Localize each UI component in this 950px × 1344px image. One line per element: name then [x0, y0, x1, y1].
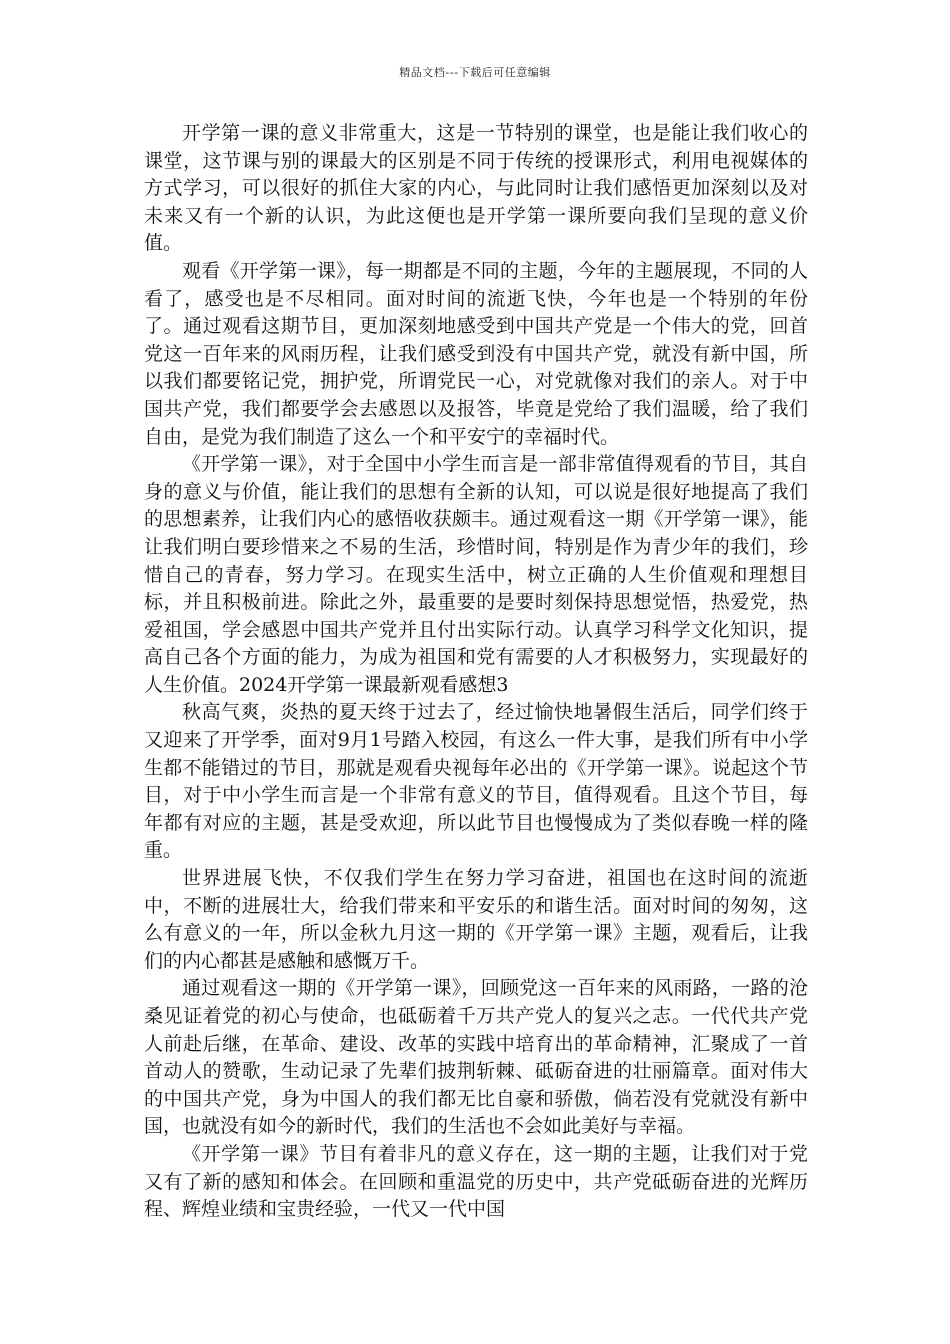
paragraph: 世界进展飞快，不仅我们学生在努力学习奋进，祖国也在这时间的流逝中，不断的进展壮大，给我们带来和平安乐的和谐生活。面对时间的匆匆，这么有意义的一年，所以金秋九月这一期的《开学第一课》主题，观看后，让我们的内心都甚是感触和感慨万千。: [144, 867, 808, 972]
paragraph: 观看《开学第一课》，每一期都是不同的主题，今年的主题展现，不同的人看了，感受也是不尽相同。面对时间的流逝飞快，今年也是一个特别的年份了。通过观看这期节目，更加深刻地感受到中国共产党是一个伟大的党，回首党这一百年来的风雨历程，让我们感受到没有中国共产党，就没有新中国，所以我们都要铭记党，拥护党，所谓党民一心，对党就像对我们的亲人。对于中国共产党，我们都要学会去感恩以及报答，毕竟是党给了我们温暖，给了我们自由，是党为我们制造了这么一个和平安宁的幸福时代。: [144, 259, 808, 448]
paragraph: 《开学第一课》，对于全国中小学生而言是一部非常值得观看的节目，其自身的意义与价值，能让我们的思想有全新的认知，可以说是很好地提高了我们的思想素养，让我们内心的感悟收获颇丰。通过观看这一期《开学第一课》，能让我们明白要珍惜来之不易的生活，珍惜时间，特别是作为青少年的我们，珍惜自己的青春，努力学习。在现实生活中，树立正确的人生价值观和理想目标，并且积极前进。除此之外，最重要的是要时刻保持思想觉悟，热爱党，热爱祖国，学会感恩中国共产党并且付出实际行动。认真学习科学文化知识，提高自己各个方面的能力，为成为祖国和党有需要的人才积极努力，实现最好的人生价值。2024开学第一课最新观看感想3: [144, 453, 808, 696]
page-header: 精品文档---下载后可任意编辑: [399, 66, 551, 79]
paragraph: 通过观看这一期的《开学第一课》，回顾党这一百年来的风雨路，一路的沧桑见证着党的初心与使命，也砥砺着千万共产党人的复兴之志。一代代共产党人前赴后继，在革命、建设、改革的实践中培育出的革命精神，汇聚成了一首首动人的赞歌，生动记录了先辈们披荆斩棘、砥砺奋进的壮丽篇章。面对伟大的中国共产党，身为中国人的我们都无比自豪和骄傲，倘若没有党就没有新中国，也就没有如今的新时代，我们的生活也不会如此美好与幸福。: [144, 977, 808, 1138]
paragraph: 秋高气爽，炎热的夏天终于过去了，经过愉快地暑假生活后，同学们终于又迎来了开学季，面对9月1号踏入校园，有这么一件大事，是我们所有中小学生都不能错过的节目，那就是观看央视每年必出的《开学第一课》。说起这个节目，对于中小学生而言是一个非常有意义的节目，值得观看。且这个节目，每年都有对应的主题，甚是受欢迎，所以此节目也慢慢成为了类似春晚一样的隆重。: [144, 701, 808, 862]
paragraph: 《开学第一课》节目有着非凡的意义存在，这一期的主题，让我们对于党又有了新的感知和体会。在回顾和重温党的历史中，共产党砥砺奋进的光辉历程、辉煌业绩和宝贵经验，一代又一代中国: [144, 1142, 808, 1221]
document-body: [144, 120, 808, 1224]
paragraph: 开学第一课的意义非常重大，这是一节特别的课堂，也是能让我们收心的课堂，这节课与别的课最大的区别是不同于传统的授课形式，利用电视媒体的方式学习，可以很好的抓住大家的内心，与此同时让我们感悟更加深刻以及对未来又有一个新的认识，为此这便也是开学第一课所要向我们呈现的意义价值。: [144, 122, 808, 255]
